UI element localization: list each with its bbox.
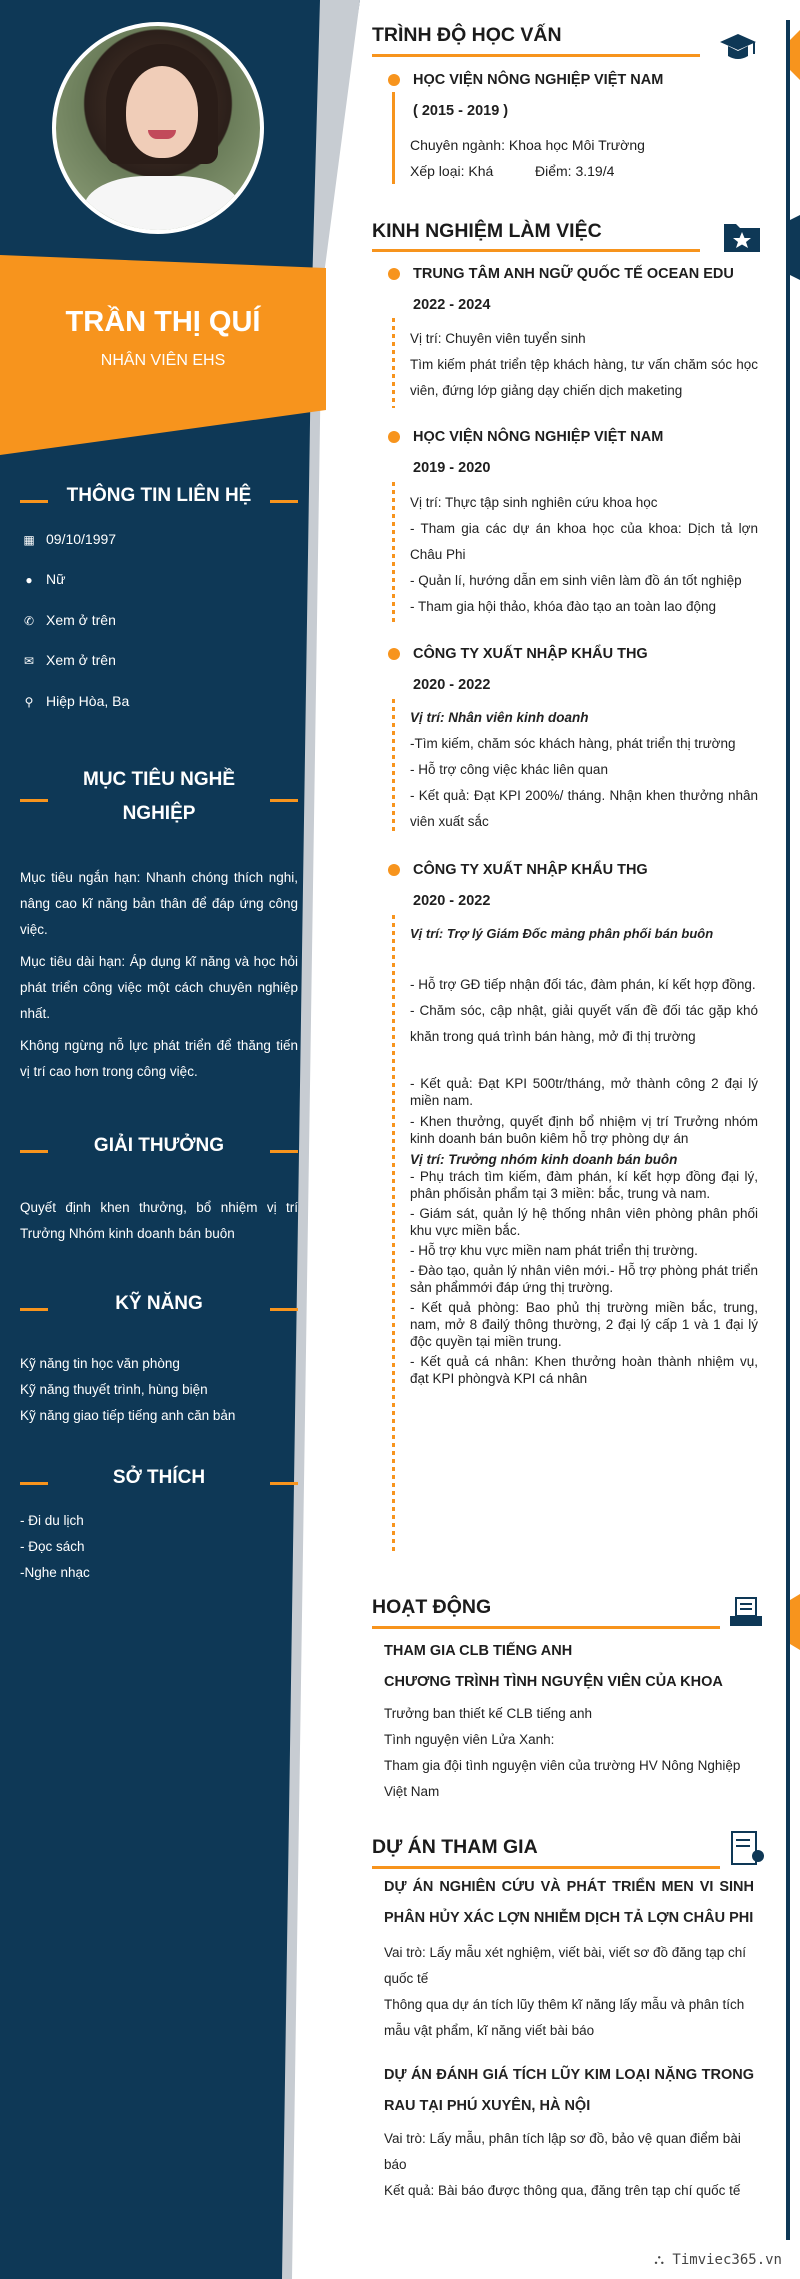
hobby-item: - Đọc sách: [20, 1539, 85, 1554]
job-company: CÔNG TY XUẤT NHẬP KHẨU THG: [413, 862, 648, 878]
phone-icon: ✆: [23, 614, 35, 628]
education-rank: Xếp loại: Khá: [410, 163, 494, 179]
job-description: Vị trí: Chuyên viên tuyển sinh Tìm kiếm phát triển tệp khách hàng, tư vấn chăm sóc học viên, đứng lớp giảng dạy chiến dịch maketing: [410, 331, 758, 398]
experience-heading: KINH NGHIỆM LÀM VIỆC: [372, 220, 602, 242]
job-company: CÔNG TY XUẤT NHẬP KHẨU THG: [413, 646, 648, 662]
activity-description: Trưởng ban thiết kế CLB tiếng anh Tình nguyện viên Lửa Xanh: Tham gia đội tình nguyện viên của trường HV Nông Nghiệp Việt Nam: [384, 1706, 741, 1799]
job-description: Vị trí: Nhân viên kinh doanh -Tìm kiếm, chăm sóc khách hàng, phát triển thị trường - Hỗ trợ công việc khác liên quan - Kết quả: Đạt KPI 200%/ tháng. Nhận khen thưởng nhân viên xuất sắc: [410, 710, 758, 829]
project-title: DỰ ÁN ĐÁNH GIÁ TÍCH LŨY KIM LOẠI NẶNG TRONG RAU TẠI PHÚ XUYÊN, HÀ NỘI: [384, 2067, 754, 2114]
job-description: - Hỗ trợ GĐ tiếp nhận đối tác, đàm phán, kí kết hợp đồng. - Chăm sóc, cập nhật, giải quyết vấn đề đối tác gặp khó khăn trong quá trình bán hàng, mở đi thị trường: [410, 977, 758, 1044]
activity-icon: [726, 1594, 766, 1630]
person-icon: ●: [25, 573, 33, 587]
experience-underline: [372, 249, 700, 252]
project-icon: [726, 1830, 766, 1866]
skill-item: Kỹ năng giao tiếp tiếng anh căn bản: [20, 1408, 236, 1423]
objective-heading: MỤC TIÊU NGHỀ NGHIỆP: [20, 764, 298, 834]
projects-heading: DỰ ÁN THAM GIA: [372, 1836, 538, 1858]
email-icon: ✉: [23, 654, 35, 668]
job-bullet: [388, 268, 400, 280]
job-period: 2022 - 2024: [413, 297, 491, 313]
right-edge-decoration: [772, 20, 800, 1620]
job-timeline: [392, 915, 395, 1555]
job-company: TRUNG TÂM ANH NGỮ QUỐC TẾ OCEAN EDU: [413, 266, 734, 282]
skills-heading: KỸ NĂNG: [20, 1288, 298, 1328]
hobby-item: -Nghe nhạc: [20, 1565, 90, 1580]
candidate-name: TRẦN THỊ QUÍ: [65, 306, 261, 338]
job-company: HỌC VIỆN NÔNG NGHIỆP VIỆT NAM: [413, 429, 664, 445]
education-bullet: [388, 74, 400, 86]
education-underline: [372, 54, 700, 57]
objective-growth: Không ngừng nỗ lực phát triển để thăng tiến vị trí cao hơn trong công việc.: [20, 1038, 298, 1079]
project-description: Vai trò: Lấy mẫu xét nghiệm, viết bài, viết sơ đồ đăng tạp chí quốc tế Thông qua dự án tích lũy thêm kĩ năng lấy mẫu và phân tích mẫu vật phẩm, kĩ năng viết bài báo: [384, 1945, 747, 2038]
activity-title: THAM GIA CLB TIẾNG ANH: [384, 1643, 573, 1659]
education-major: Chuyên ngành: Khoa học Môi Trường: [410, 137, 645, 153]
projects-underline: [372, 1866, 720, 1869]
hobby-item: - Đi du lịch: [20, 1513, 84, 1528]
education-years: ( 2015 - 2019 ): [413, 103, 509, 119]
activities-heading: HOẠT ĐỘNG: [372, 1596, 492, 1618]
education-gpa: Điểm: 3.19/4: [535, 163, 615, 179]
job-timeline: [392, 699, 395, 835]
education-timeline: [392, 92, 395, 184]
contact-email: ✉ Xem ở trên: [20, 649, 116, 671]
contact-gender: ● Nữ: [20, 568, 65, 590]
contact-phone: ✆ Xem ở trên: [20, 609, 116, 631]
hobbies-heading: SỞ THÍCH: [20, 1462, 298, 1502]
job-timeline: [392, 482, 395, 624]
job-timeline: [392, 318, 395, 408]
contact-birthdate: ▦ 09/10/1997: [20, 528, 116, 550]
activities-underline: [372, 1626, 720, 1629]
candidate-role: NHÂN VIÊN EHS: [100, 352, 226, 369]
awards-heading: GIẢI THƯỞNG: [20, 1130, 298, 1170]
skill-item: Kỹ năng thuyết trình, hùng biện: [20, 1382, 208, 1397]
job-position: Vị trí: Trợ lý Giám Đốc mảng phân phối bán buôn: [410, 926, 714, 941]
job-period: 2020 - 2022: [413, 893, 491, 909]
job-description: - Kết quả: Đạt KPI 500tr/tháng, mở thành công 2 đại lý miền nam. - Khen thưởng, quyết định bổ nhiệm vị trí Trưởng nhóm kinh doanh bán buôn kiêm hỗ trợ phòng dự án Vị trí: Trưởng nhóm kinh doanh bán buôn - Phụ trách tìm kiếm, đàm phán, kí kết hợp đồng đại lý, phân phốisản phẩm tại 3 miền: bắc, trung và nam. - Giám sát, quản lý hệ thống nhân viên phòng phân phối khu vực miền bắc. - Hỗ trợ khu vực miền nam phát triển thị trường. - Đào tạo, quản lý nhân viên mới.- Hỗ trợ phòng phát triển sản phẩmmới đáp ứng thị trường. - Kết quả phòng: Bao phủ thị trường miền bắc, trung, nam, mở 8 đailý thông thường, 2 đại lý cấp 1 và 1 đại lý độc quyền tại miền trung. - Kết quả cá nhân: Khen thưởng hoàn thành nhiệm vụ, đạt KPI phòngvà KPI cá nhân: [410, 1076, 758, 1386]
job-period: 2020 - 2022: [413, 677, 491, 693]
job-bullet: [388, 431, 400, 443]
objective-short-term: Mục tiêu ngắn hạn: Nhanh chóng thích nghi, nâng cao kĩ năng bản thân để đáp ứng công việc.: [20, 870, 298, 937]
project-title: DỰ ÁN NGHIÊN CỨU VÀ PHÁT TRIỂN MEN VI SINH PHÂN HỦY XÁC LỢN NHIỄM DỊCH TẢ LỢN CHÂU PHI: [384, 1879, 754, 1926]
job-description: Vị trí: Thực tập sinh nghiên cứu khoa học - Tham gia các dự án khoa học của khoa: Dịch tả lợn Châu Phi - Quản lí, hướng dẫn em sinh viên làm đồ án tốt nghiệp - Tham gia hội thảo, khóa đào tạo an toàn lao động: [410, 495, 758, 614]
awards-text: Quyết định khen thưởng, bổ nhiệm vị trí Trưởng Nhóm kinh doanh bán buôn: [20, 1200, 298, 1241]
contact-address: ⚲ Hiệp Hòa, Ba: [20, 690, 129, 712]
profile-photo: [52, 22, 264, 234]
star-folder-icon: [722, 218, 762, 254]
location-icon: ⚲: [24, 695, 34, 709]
education-school: HỌC VIỆN NÔNG NGHIỆP VIỆT NAM: [413, 72, 664, 88]
job-bullet: [388, 648, 400, 660]
activity-title: CHƯƠNG TRÌNH TÌNH NGUYỆN VIÊN CỦA KHOA: [384, 1674, 723, 1690]
watermark-logo: ⛬ Timviec365.vn: [654, 2252, 782, 2268]
job-bullet: [388, 864, 400, 876]
skill-item: Kỹ năng tin học văn phòng: [20, 1356, 180, 1371]
graduation-cap-icon: [718, 30, 758, 66]
contact-heading: THÔNG TIN LIÊN HỆ: [20, 480, 298, 520]
education-heading: TRÌNH ĐỘ HỌC VẤN: [372, 24, 562, 46]
project-description: Vai trò: Lấy mẫu, phân tích lập sơ đồ, bảo vệ quan điểm bài báo Kết quả: Bài báo được thông qua, đăng trên tạp chí quốc tế: [384, 2131, 741, 2198]
right-edge-decoration-lower: [772, 1590, 800, 2250]
calendar-icon: ▦: [23, 533, 35, 547]
objective-long-term: Mục tiêu dài hạn: Áp dụng kĩ năng và học hỏi phát triển công việc một cách chuyên nghiệp nhất.: [20, 954, 298, 1021]
job-period: 2019 - 2020: [413, 460, 491, 476]
